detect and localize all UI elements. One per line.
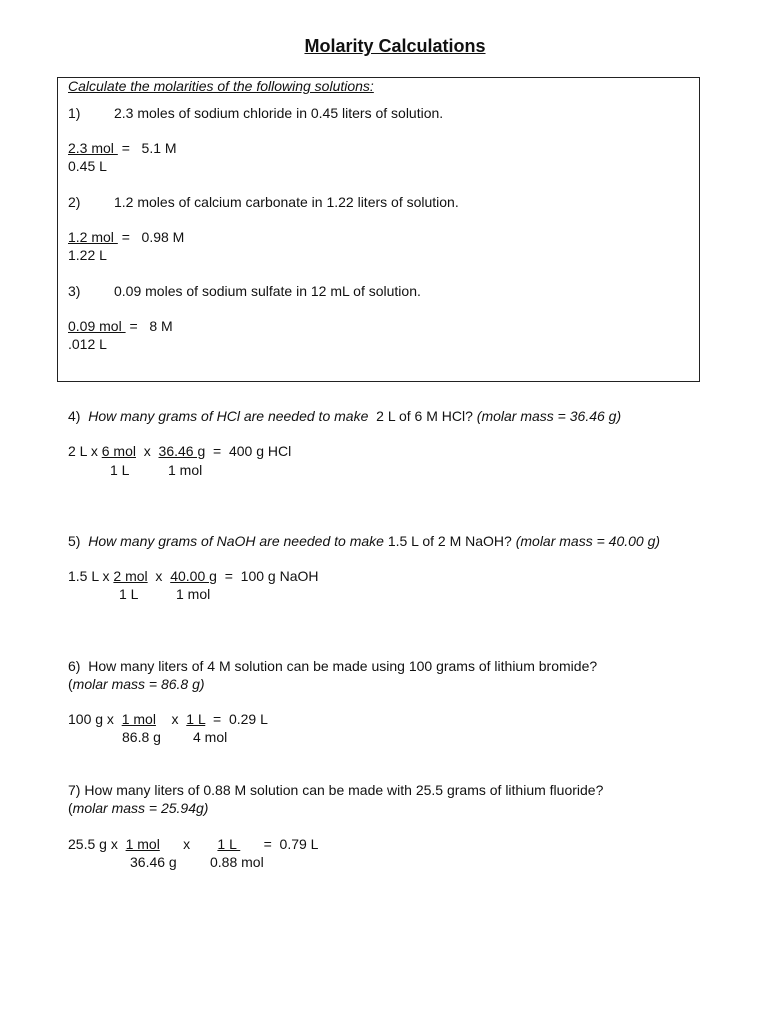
instructions: Calculate the molarities of the following solutions:: [68, 78, 374, 94]
q5-fraction-1-numerator: 2 mol: [113, 568, 148, 584]
q5-result: = 100 g NaOH: [216, 568, 319, 584]
question-4-calculation: [68, 443, 291, 459]
question-5-quantity: 1.5 L of 2 M NaOH?: [383, 533, 512, 549]
problem-1-result: = 5.1 M: [117, 140, 177, 156]
q4-result: = 400 g HCl: [205, 443, 292, 459]
q6-molar-paren: (: [68, 676, 73, 692]
q4-fraction-1-numerator: 6 mol: [101, 443, 136, 459]
question-7: 7) How many liters of 0.88 M solution can be made with 25.5 grams of lithium fluoride?: [68, 782, 604, 798]
question-4: [68, 408, 621, 424]
q5-fraction-2-denominator: 1 mol: [176, 586, 211, 602]
q7-fraction-1-numerator: 1 mol: [125, 836, 160, 852]
problem-3-equation: [68, 318, 173, 334]
q4-fraction-1-denominator: 1 L: [110, 462, 130, 478]
q6-fraction-1-numerator: 1 mol: [121, 711, 156, 727]
problem-3-numerator: 0.09 mol: [68, 318, 126, 334]
q6-times: x: [155, 711, 187, 727]
q6-result: = 0.29 L: [205, 711, 268, 727]
question-5-prompt: How many grams of NaOH are needed to make: [88, 533, 384, 549]
problem-2-number: 2): [68, 194, 81, 210]
problem-3-number: 3): [68, 283, 81, 299]
q6-molar-text: molar mass = 86.8 g): [72, 676, 205, 692]
question-7-molar-mass: [68, 800, 208, 816]
problem-1-denominator: 0.45 L: [68, 158, 107, 174]
question-5-number: 5): [68, 533, 81, 549]
page-title: Molarity Calculations: [304, 36, 486, 56]
q6-fraction-2-denominator: 4 mol: [193, 729, 228, 745]
q5-times: x: [147, 568, 171, 584]
problem-3-text: 0.09 moles of sodium sulfate in 12 mL of solution.: [114, 283, 421, 299]
question-5-molar-mass: (molar mass = 40.00 g): [515, 533, 661, 549]
problem-2-text: 1.2 moles of calcium carbonate in 1.22 liters of solution.: [114, 194, 459, 210]
problem-2-result: = 0.98 M: [117, 229, 185, 245]
q7-fraction-2-numerator: 1 L: [217, 836, 241, 852]
question-5: [68, 533, 660, 549]
problem-2-denominator: 1.22 L: [68, 247, 107, 263]
problem-2-numerator: 1.2 mol: [68, 229, 118, 245]
q4-fraction-2-denominator: 1 mol: [168, 462, 203, 478]
question-4-prompt: How many grams of HCl are needed to make: [88, 408, 369, 424]
q6-fraction-2-numerator: 1 L: [186, 711, 206, 727]
q7-molar-text: molar mass = 25.94g): [72, 800, 209, 816]
q5-fraction-2-numerator: 40.00 g: [170, 568, 217, 584]
q5-fraction-1-denominator: 1 L: [119, 586, 139, 602]
problem-3-result: = 8 M: [125, 318, 173, 334]
problem-1-text: 2.3 moles of sodium chloride in 0.45 liters of solution.: [114, 105, 444, 121]
question-7-calculation: [68, 836, 318, 852]
problem-1-equation: [68, 140, 177, 156]
q7-calc-prefix: 25.5 g x: [68, 836, 126, 852]
problem-1-numerator: 2.3 mol: [68, 140, 118, 156]
q4-calc-prefix: 2 L x: [68, 443, 102, 459]
q7-fraction-2-denominator: 0.88 mol: [210, 854, 264, 870]
q7-times: x: [159, 836, 218, 852]
question-6-calculation: [68, 711, 268, 727]
q6-calc-prefix: 100 g x: [68, 711, 122, 727]
q7-result: = 0.79 L: [240, 836, 319, 852]
q4-fraction-2-numerator: 36.46 g: [158, 443, 206, 459]
problem-2-equation: [68, 229, 184, 245]
question-4-number: 4): [68, 408, 81, 424]
question-6: 6) How many liters of 4 M solution can be made using 100 grams of lithium bromide?: [68, 658, 598, 674]
question-6-molar-mass: [68, 676, 205, 692]
q4-times: x: [135, 443, 159, 459]
question-5-calculation: [68, 568, 318, 584]
problem-3-denominator: .012 L: [68, 336, 107, 352]
q7-fraction-1-denominator: 36.46 g: [130, 854, 177, 870]
problem-1-number: 1): [68, 105, 81, 121]
q7-molar-paren: (: [68, 800, 73, 816]
question-4-molar-mass: (molar mass = 36.46 g): [476, 408, 622, 424]
question-4-quantity: 2 L of 6 M HCl?: [368, 408, 473, 424]
q6-fraction-1-denominator: 86.8 g: [122, 729, 161, 745]
q5-calc-prefix: 1.5 L x: [68, 568, 114, 584]
